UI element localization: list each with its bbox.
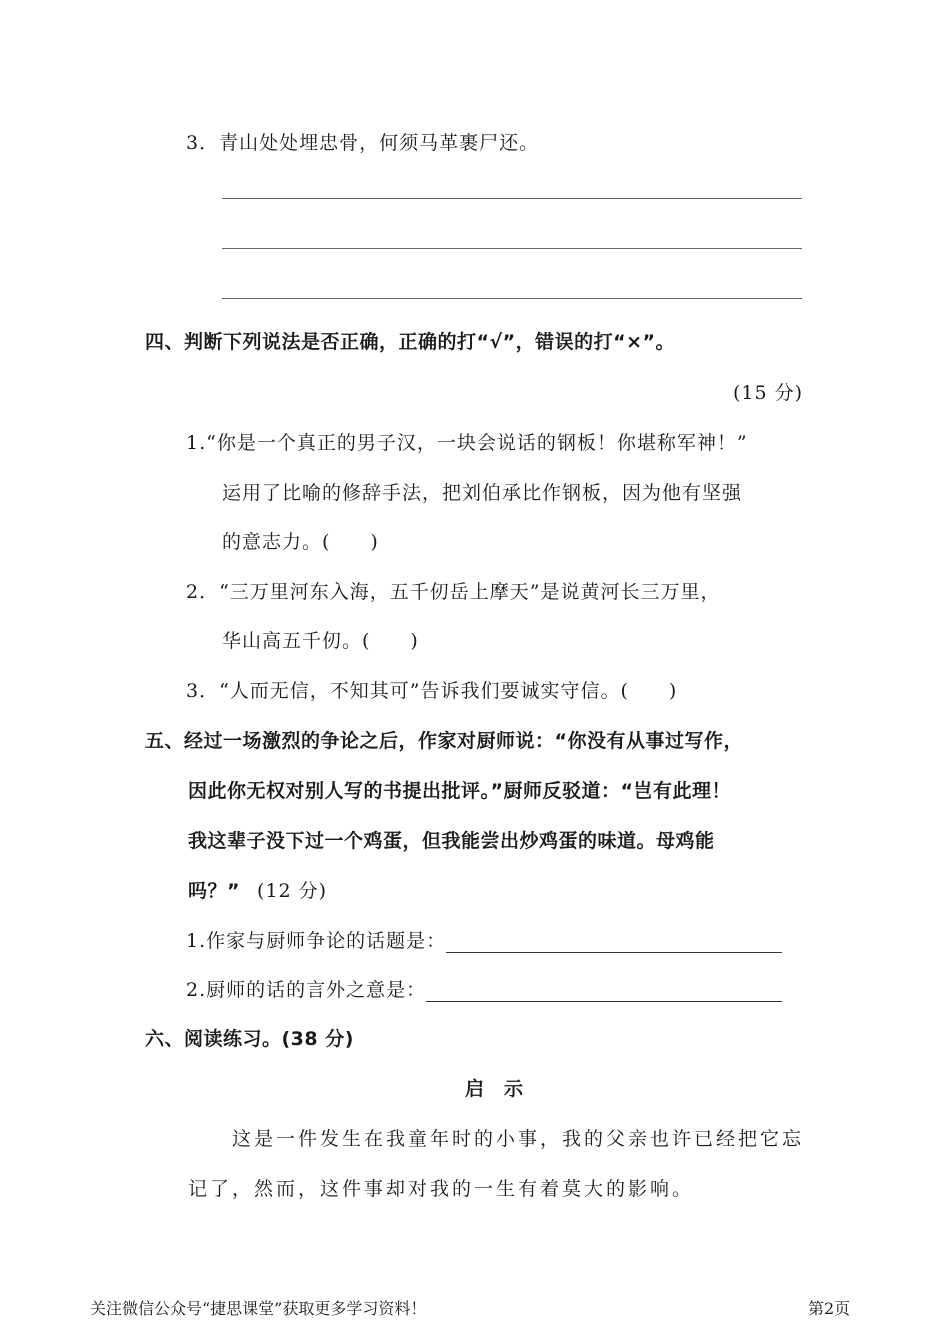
section-5-line-4-text: 吗？” <box>188 880 240 902</box>
poem-question-3: 3．青山处处埋忠骨，何须马革裹尸还。 <box>186 132 540 154</box>
section-5-question-2-text: 2.厨师的话的言外之意是： <box>186 979 427 1001</box>
section-5-answer-2-blank[interactable] <box>426 981 782 1002</box>
section-4-item-1-line-3[interactable]: 的意志力。( ) <box>222 531 379 553</box>
passage-title: 启 示 <box>465 1078 524 1100</box>
section-4-heading: 四、判断下列说法是否正确，正确的打“√”，错误的打“×”。 <box>145 331 676 353</box>
answer-line-2[interactable] <box>222 248 802 249</box>
section-4-item-2-line-1: 2．“三万里河东入海，五千仞岳上摩天”是说黄河长三万里， <box>186 581 721 603</box>
section-5-question-1 <box>186 926 782 953</box>
section-5-line-1: 五、经过一场激烈的争论之后，作家对厨师说：“你没有从事过写作， <box>145 730 743 752</box>
section-5-line-3: 我这辈子没下过一个鸡蛋，但我能尝出炒鸡蛋的味道。母鸡能 <box>188 830 715 852</box>
section-6-heading: 六、阅读练习。(38 分) <box>145 1028 354 1050</box>
footer-notice: 关注微信公众号“捷思课堂”获取更多学习资料！ <box>90 1299 427 1318</box>
section-4-score: (15 分) <box>733 382 804 404</box>
section-4-item-3[interactable]: 3．“人而无信，不知其可”告诉我们要诚实守信。( ) <box>186 680 678 702</box>
section-5-line-2: 因此你无权对别人写的书提出批评。”厨师反驳道：“岂有此理！ <box>188 780 731 802</box>
section-5-line-4 <box>188 876 327 903</box>
section-4-item-1-line-1: 1.“你是一个真正的男子汉，一块会说话的钢板！你堪称军神！” <box>186 432 748 454</box>
page-number: 第2页 <box>808 1299 851 1318</box>
answer-line-3[interactable] <box>222 298 802 299</box>
section-4-item-2-line-2[interactable]: 华山高五千仞。( ) <box>222 630 419 652</box>
section-5-question-1-text: 1.作家与厨师争论的话题是： <box>186 930 447 952</box>
section-4-item-1-line-2: 运用了比喻的修辞手法，把刘伯承比作钢板，因为他有坚强 <box>222 482 743 504</box>
answer-line-1[interactable] <box>222 198 802 199</box>
passage-paragraph-line-2: 记了，然而，这件事却对我的一生有着莫大的影响。 <box>188 1178 695 1200</box>
section-5-answer-1-blank[interactable] <box>446 932 782 953</box>
passage-paragraph-line-1: 这是一件发生在我童年时的小事，我的父亲也许已经把它忘 <box>232 1128 805 1150</box>
section-5-question-2 <box>186 975 782 1002</box>
section-5-score: (12 分) <box>257 880 328 902</box>
